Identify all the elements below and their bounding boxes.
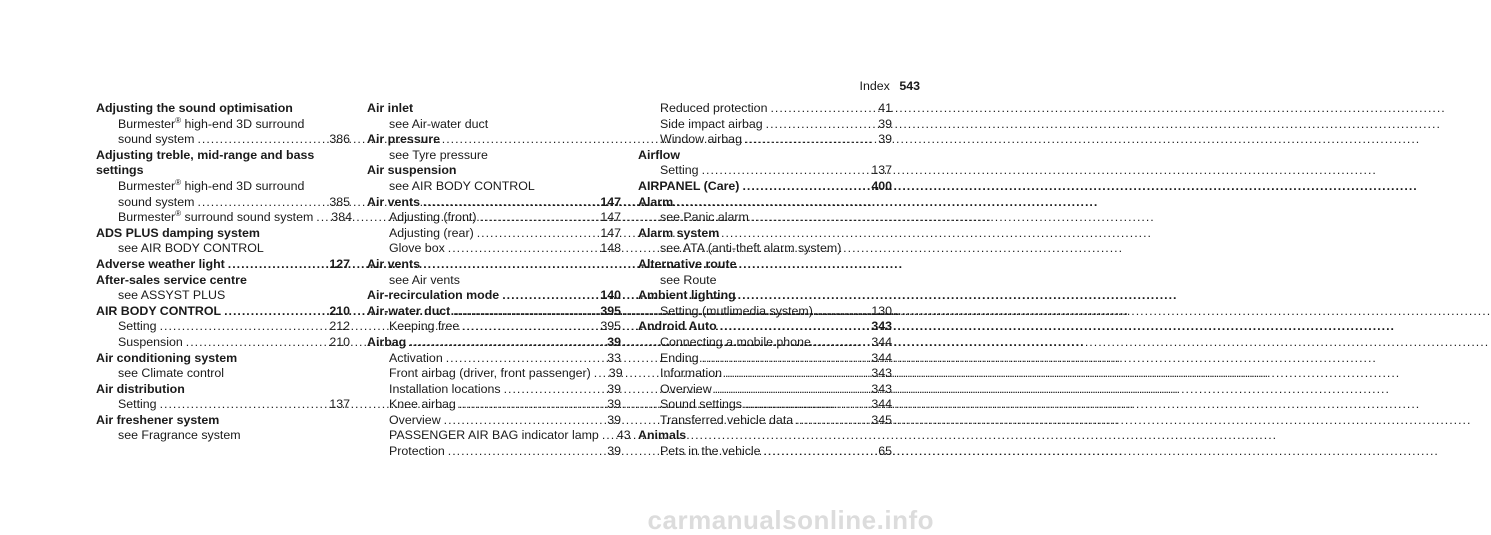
page-reference: 39 [608, 366, 623, 381]
entry-label [389, 241, 445, 257]
entry-text: Air conditioning system [96, 350, 238, 365]
entry-label [660, 101, 767, 117]
entry-text: Front airbag (driver, front passenger) [389, 366, 591, 381]
dot-leader [504, 382, 605, 398]
entry-text: Airbag [367, 334, 407, 349]
entry-label [660, 335, 811, 351]
registered-mark: ® [175, 177, 182, 187]
dot-leader [186, 335, 327, 351]
index-subterm [638, 210, 892, 226]
page-reference: 39 [607, 381, 621, 396]
entry-text: Burmester [118, 210, 176, 225]
index-subterm [638, 413, 892, 429]
entry-label [367, 288, 499, 304]
index-term [96, 101, 350, 117]
page-reference: 343 [871, 381, 892, 396]
entry-label [118, 319, 157, 335]
entry-text: Adjusting (rear) [389, 225, 474, 240]
entry-text: Connecting a mobile phone [660, 334, 811, 349]
entry-text: Air freshener system [96, 412, 220, 427]
entry-text: Keeping free [389, 319, 460, 334]
entry-text: After-sales service centre [96, 272, 247, 287]
entry-label [389, 210, 476, 226]
page-reference: 39 [607, 444, 621, 459]
entry-text: Burmester [118, 178, 176, 193]
index-subterm [367, 273, 621, 289]
entry-text: Setting [118, 319, 157, 334]
index-subterm [96, 210, 350, 226]
entry-text: Adjusting the sound optimisation [96, 101, 293, 115]
entry-label [638, 195, 673, 209]
entry-text: Suspension [118, 334, 183, 349]
index-term [638, 428, 892, 444]
index-subterm [96, 288, 350, 304]
entry-text: Alarm [638, 194, 674, 209]
entry-text: see Fragrance system [118, 428, 241, 443]
dot-leader [160, 397, 327, 413]
page-header [860, 79, 920, 95]
entry-label [389, 148, 488, 162]
entry-text: sound system [118, 194, 195, 209]
entry-text: Air vents [367, 194, 421, 209]
page-reference: 210 [329, 334, 350, 349]
entry-text: Air-recirculation mode [367, 288, 500, 303]
page-reference: 65 [878, 444, 892, 459]
dot-leader [702, 351, 869, 367]
entry-label [660, 382, 712, 398]
page-reference: 395 [600, 303, 621, 318]
dot-leader [702, 163, 869, 179]
index-term [367, 132, 621, 148]
page-reference: 395 [600, 319, 621, 334]
index-subterm [96, 397, 350, 413]
entry-text: see AIR BODY CONTROL [118, 241, 264, 256]
entry-label [389, 226, 474, 242]
page-reference: 137 [329, 397, 350, 412]
watermark-text: carmanualsonline.info [647, 505, 934, 535]
index-subterm [638, 273, 892, 289]
entry-text: Air-water duct [367, 303, 451, 318]
page-reference: 41 [878, 101, 892, 115]
entry-text: see ASSYST PLUS [118, 288, 226, 303]
page-reference: 210 [329, 303, 350, 318]
entry-text: see ATA (anti-theft alarm system) [660, 241, 842, 256]
entry-label [389, 273, 460, 287]
entry-text: Activation [389, 350, 443, 365]
entry-text: Overview [660, 381, 712, 396]
entry-label [660, 241, 841, 255]
entry-label [638, 257, 736, 271]
entry-label [389, 351, 443, 367]
entry-label [367, 132, 440, 146]
page-reference: 344 [871, 334, 892, 349]
entry-label [389, 413, 441, 429]
entry-label [96, 413, 219, 427]
index-subterm [638, 132, 892, 148]
page-reference: 147 [600, 225, 621, 240]
index-subterm [367, 413, 621, 429]
index-term [96, 226, 350, 242]
entry-label [638, 226, 719, 240]
entry-label [118, 366, 224, 380]
index-subterm [96, 428, 350, 444]
entry-label [389, 179, 535, 193]
entry-text: Air distribution [96, 381, 185, 396]
index-term [367, 288, 621, 304]
section-label: Index [859, 79, 890, 93]
entry-label [660, 304, 813, 320]
page-reference: 137 [871, 163, 892, 178]
entry-text: see Route [660, 272, 717, 287]
entry-text-suffix: surround sound system [181, 210, 314, 225]
entry-text: Side impact airbag [660, 116, 763, 131]
entry-text: Information [660, 366, 722, 381]
page-reference: 39 [607, 397, 621, 412]
index-subterm [96, 195, 350, 211]
entry-text: Adjusting (front) [389, 210, 477, 225]
page-reference: 212 [329, 319, 350, 334]
dot-leader [444, 413, 605, 429]
entry-label [96, 304, 221, 320]
index-subterm [638, 382, 892, 398]
entry-label [389, 444, 445, 460]
index-subterm [367, 319, 621, 335]
entry-label [96, 273, 247, 287]
entry-text: PASSENGER AIR BAG indicator lamp [389, 428, 599, 443]
index-subterm [367, 428, 631, 444]
entry-text: Protection [389, 444, 445, 459]
entry-label [118, 117, 304, 131]
entry-label [638, 319, 717, 335]
index-term [367, 257, 621, 273]
entry-text: Alarm system [638, 225, 720, 240]
page-reference: 344 [871, 350, 892, 365]
entry-text: Android Auto [638, 319, 717, 334]
entry-label [389, 366, 591, 382]
page-reference: 147 [600, 194, 621, 209]
index-subterm [638, 101, 892, 117]
dot-leader [796, 413, 868, 429]
entry-text: Overview [389, 412, 441, 427]
page-reference: 33 [607, 350, 621, 365]
entry-text: Setting [660, 163, 699, 178]
dot-leader [479, 210, 597, 226]
dot-leader [453, 304, 597, 320]
page-reference: 39 [878, 116, 892, 131]
index-term [638, 288, 892, 304]
dot-leader [409, 335, 604, 351]
index-term [96, 273, 350, 289]
dot-leader [446, 351, 604, 367]
entry-label [389, 428, 599, 444]
entry-text: see Climate control [118, 366, 225, 381]
entry-text: see Tyre pressure [389, 147, 488, 162]
index-term [96, 413, 350, 429]
entry-label [96, 382, 185, 396]
dot-leader [770, 101, 875, 117]
page-reference: 345 [871, 412, 892, 427]
entry-text: see Panic alarm [660, 210, 749, 225]
dot-leader [462, 319, 597, 335]
entry-label [118, 428, 241, 442]
dot-leader [197, 195, 326, 211]
dot-leader [448, 444, 604, 460]
page-reference: 148 [600, 241, 621, 256]
page-reference: 385 [329, 194, 350, 209]
entry-text: Ambient lighting [638, 288, 736, 303]
entry-label [660, 366, 722, 382]
entry-text: AIRPANEL (Care) [638, 178, 740, 193]
entry-label [118, 179, 304, 193]
index-term [367, 304, 621, 320]
index-term [96, 382, 350, 398]
entry-text: Air suspension [367, 163, 457, 178]
index-term [367, 195, 621, 211]
index-subterm [367, 179, 621, 195]
dot-leader [602, 428, 614, 444]
entry-text: Pets in the vehicle [660, 444, 761, 459]
index-subterm [367, 226, 621, 242]
entry-label [367, 101, 413, 115]
entry-text: Air pressure [367, 132, 441, 147]
index-term [96, 163, 350, 179]
index-term [96, 304, 350, 320]
index-subterm [96, 132, 350, 148]
index-term [367, 163, 621, 179]
entry-label [96, 226, 260, 240]
entry-text: Glove box [389, 241, 445, 256]
index-column-1 [96, 101, 350, 444]
index-subterm [96, 241, 350, 257]
page-reference: 384 [331, 210, 352, 225]
registered-mark: ® [175, 115, 182, 125]
page-reference: 39 [878, 132, 892, 147]
entry-text: see Air-water duct [389, 116, 489, 131]
entry-label [96, 351, 237, 365]
entry-label [118, 397, 157, 413]
entry-label [660, 273, 716, 287]
entry-text: AIR BODY CONTROL [96, 303, 222, 318]
entry-label [118, 335, 183, 351]
entry-text: Animals [638, 428, 687, 443]
index-subterm [367, 382, 621, 398]
page-reference: 343 [871, 319, 892, 334]
page-number: 543 [899, 79, 920, 93]
dot-leader [448, 241, 598, 257]
entry-text: Setting [118, 397, 157, 412]
registered-mark: ® [175, 209, 182, 219]
index-subterm [638, 351, 892, 367]
dot-leader [745, 132, 875, 148]
index-subterm [638, 163, 892, 179]
entry-text: Adverse weather light [96, 256, 225, 271]
entry-label [118, 241, 264, 255]
page-reference: 140 [600, 288, 621, 303]
index-subterm [96, 179, 350, 195]
index-subterm [367, 444, 621, 460]
entry-label [389, 117, 488, 131]
dot-leader [502, 288, 597, 304]
index-column-2 [367, 101, 631, 460]
page-reference: 43 [616, 428, 631, 443]
entry-label [389, 397, 456, 413]
index-term [367, 101, 621, 117]
index-term [638, 226, 892, 242]
dot-leader [197, 132, 326, 148]
page-reference: 39 [607, 412, 621, 427]
entry-text: Burmester [118, 116, 176, 131]
dot-leader [816, 304, 868, 320]
index-subterm [638, 304, 892, 320]
entry-label [660, 351, 699, 367]
page-reference: 386 [329, 132, 350, 147]
entry-text: Air inlet [367, 101, 414, 115]
entry-label [660, 132, 742, 148]
dot-leader [459, 397, 604, 413]
entry-text: see AIR BODY CONTROL [389, 178, 535, 193]
index-term [96, 351, 350, 367]
entry-label [389, 319, 459, 335]
index-subterm [638, 335, 892, 351]
entry-label [118, 288, 225, 302]
entry-label [96, 257, 225, 273]
page-reference: 127 [329, 256, 350, 271]
entry-label [660, 413, 793, 429]
dot-leader [316, 210, 328, 226]
entry-text: Setting (mutlimedia system) [660, 303, 813, 318]
entry-text: Reduced protection [660, 101, 768, 115]
page-reference: 39 [607, 334, 621, 349]
index-subterm [96, 366, 350, 382]
dot-leader [715, 382, 869, 398]
entry-text: Adjusting treble, mid-range and bass [96, 147, 315, 162]
index-subterm [367, 351, 621, 367]
entry-text: ADS PLUS damping system [96, 225, 260, 240]
entry-label [367, 335, 406, 351]
page-reference: 147 [600, 210, 621, 225]
entry-label [367, 257, 420, 271]
page-reference: 400 [871, 178, 892, 193]
entry-label [389, 382, 501, 398]
index-subterm [367, 117, 621, 133]
entry-label [118, 132, 194, 148]
entry-label [118, 210, 313, 226]
page-reference: 344 [871, 397, 892, 412]
dot-leader [742, 179, 868, 195]
entry-text: Window airbag [660, 132, 742, 147]
index-term [638, 257, 892, 273]
index-term [638, 148, 892, 164]
dot-leader [477, 226, 598, 242]
dot-leader [423, 195, 597, 211]
index-subterm [638, 241, 892, 257]
index-subterm [367, 241, 621, 257]
entry-label [96, 148, 314, 162]
index-subterm [638, 397, 892, 413]
entry-label [660, 210, 749, 224]
entry-label [660, 397, 742, 413]
index-subterm [638, 117, 892, 133]
entry-label [638, 179, 739, 195]
entry-text: Sound settings [660, 397, 742, 412]
index-term [638, 319, 892, 335]
entry-text-suffix: high-end 3D surround [181, 178, 305, 193]
entry-label [638, 288, 736, 302]
dot-leader [725, 366, 868, 382]
dot-leader [224, 304, 326, 320]
index-column-3 [638, 101, 892, 460]
index-term [638, 195, 892, 211]
entry-label [660, 163, 699, 179]
entry-text: Air vents [367, 256, 421, 271]
entry-text: Airflow [638, 147, 680, 162]
entry-text: Knee airbag [389, 397, 456, 412]
index-subterm [96, 319, 350, 335]
dot-leader [764, 444, 876, 460]
index-subterm [96, 335, 350, 351]
entry-text: Ending [660, 350, 699, 365]
index-term [96, 148, 350, 164]
dot-leader [766, 117, 876, 133]
dot-leader [745, 397, 868, 413]
dot-leader [228, 257, 327, 273]
entry-text: see Air vents [389, 272, 460, 287]
page-reference: 130 [871, 303, 892, 318]
entry-text: Installation locations [389, 381, 501, 396]
entry-label [367, 304, 450, 320]
index-subterm [96, 117, 350, 133]
index-subterm [367, 397, 621, 413]
entry-label [367, 163, 457, 177]
index-term [367, 335, 621, 351]
entry-label [96, 101, 293, 115]
entry-text: Transferred vehicle data [660, 412, 794, 427]
dot-leader [814, 335, 868, 351]
entry-text: sound system [118, 132, 195, 147]
entry-text: settings [96, 163, 144, 178]
index-subterm [638, 444, 892, 460]
page-reference: 343 [871, 366, 892, 381]
index-subterm [367, 366, 621, 382]
entry-label [96, 163, 144, 177]
index-subterm [638, 366, 892, 382]
dot-leader [160, 319, 327, 335]
index-subterm [367, 210, 621, 226]
index-subterm [367, 148, 621, 164]
index-term [638, 179, 892, 195]
entry-label [118, 195, 194, 211]
entry-label [660, 444, 761, 460]
entry-text-suffix: high-end 3D surround [181, 116, 305, 131]
dot-leader [720, 319, 869, 335]
entry-label [638, 428, 686, 442]
index-term [96, 257, 350, 273]
entry-label [660, 117, 763, 133]
dot-leader [594, 366, 606, 382]
entry-text: Alternative route [638, 256, 737, 271]
entry-label [638, 148, 680, 162]
entry-label [367, 195, 420, 211]
